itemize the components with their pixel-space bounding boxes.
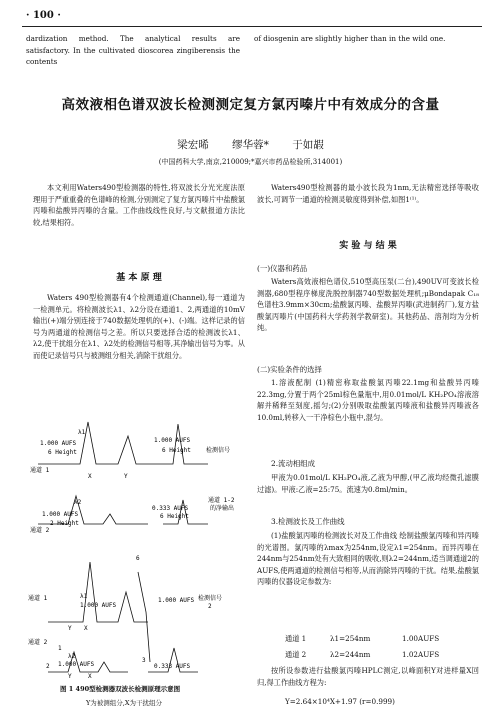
lam2-label: λ2 — [74, 499, 82, 506]
header-left-text: dardization method. The analytical results are satisfactory. In the cultivated dioscorea zingiberensis the contents — [26, 34, 240, 66]
y-label-foot: Y — [68, 673, 72, 680]
figure-caption-2: Y为被测组分,X为干扰组分 — [86, 699, 162, 707]
two-small-label: 2 — [46, 663, 50, 670]
net-label-2: 的净输出 — [210, 505, 235, 512]
section-2-1: 1.溶液配制 (1)精密称取盐酸氯丙嗪22.1mg和盐酸异丙嗪22.3mg,分置于两个25ml棕色量瓶中,用0.01mol/L KH₂PO₄溶液溶解并稀释至刻度,摇匀;(2)分别吸取盐酸氯丙嗪液和盐酸异丙嗪液各10.0ml,转移入一干净棕色小瓶中,混匀。 — [257, 378, 479, 422]
param-row-1 — [285, 634, 475, 644]
ch2-label-bottom: 通道 2 — [28, 639, 48, 646]
aufs2-label: 1.000 AUFS — [42, 511, 79, 518]
param-row-1-aufs: 1.00AUFS — [402, 634, 440, 643]
h6-label-c: 6 Height — [160, 513, 189, 520]
y-label-a: Y — [124, 473, 128, 480]
aufs1-label: 1.000 AUFS — [40, 440, 77, 447]
x-label-foot: X — [88, 673, 92, 680]
aufs3-label-bottom: 0.333 AUFS — [154, 663, 191, 670]
ch1-label-bottom: 通道 1 — [28, 595, 48, 602]
principle-heading: 基 本 原 理 — [116, 273, 162, 283]
section-1-body: Waters高效液相色谱仪,510型高压泵(二台),490UV可变波长检测器,680型程序梯度洗脱控制器740型数据处理机;μBondapak C₁₈色谱柱3.9mm×30cm;盐酸氯丙嗪、盐酸异丙嗪(武进制药厂),复方盐酸氯丙嗪片(中国药科大学药剂学教研室)。其他药品、溶剂均为分析纯。 — [257, 277, 479, 332]
detection-principle-figure — [28, 412, 250, 680]
net-trace — [163, 500, 208, 524]
figure-caption: 图 1 490型检测器双波长检测原理示意图 — [60, 685, 181, 693]
ch1-label: 通道 1 — [30, 467, 50, 474]
article-title: 高效液相色谱双波长检测测定复方氯丙嗪片中有效成分的含量 — [61, 97, 440, 113]
net-label: 通道 1-2 — [208, 497, 235, 504]
one-label: 1 — [58, 645, 62, 652]
aufs1-label-b: 1.000 AUFS — [154, 437, 191, 444]
page-number: · 100 · — [26, 10, 61, 21]
aufs1-label-bottom: 1.000 AUFS — [80, 602, 117, 609]
lam1-label-bottom: λ1 — [80, 593, 88, 600]
section-2-2-heading: 2.流动相组成 — [271, 459, 316, 468]
ch1-bottom-trace — [48, 562, 148, 622]
x-label-bottom: X — [84, 625, 88, 632]
param-row-1-channel: 通道 1 — [285, 634, 307, 643]
x-label-a: X — [88, 473, 92, 480]
param-row-2-channel: 通道 2 — [285, 650, 307, 659]
header-right-text: of diosgenin are slightly higher than in the wild one. — [254, 34, 446, 43]
authors: 梁宏晞 缪华蓉* 于如嘏 — [177, 139, 324, 151]
six-label: 6 — [136, 555, 140, 562]
header-rule — [22, 26, 482, 27]
signal-label: 检测信号 — [206, 447, 231, 454]
y-label-bottom: Y — [68, 625, 72, 632]
section-2-3-heading: 3.检测波长及工作曲线 — [271, 517, 345, 526]
lam2-label-bottom: λ2 — [68, 653, 76, 660]
intro-paragraph: 本文利用Waters490型检测器的特性,将双波长分光光度法原理用于严重重叠的色谱峰的检测,分别测定了复方氯丙嗪片中盐酸氯丙嗪和盐酸异丙嗪的含量。工作曲线线性良好,与文献报道方法比较,结果相符。 — [33, 183, 245, 227]
section-2-heading: (二)实验条件的选择 — [257, 365, 322, 374]
h6-label-a: 6 Height — [48, 449, 77, 456]
affiliation: (中国药科大学,南京,210009;*嘉兴市药品检验所,314001) — [158, 158, 343, 166]
ch2-label: 通道 2 — [30, 527, 50, 534]
closing-paragraph: 按所设参数进行盐酸氯丙嗪HPLC测定,以峰面积Y对进样量X回归,得工作曲线方程为: — [257, 666, 479, 687]
section-2-2: 甲液为0.01mol/L KH₂PO₄液,乙液为甲醇,(甲乙液均经微孔滤膜过滤)。甲液:乙液=25:75。流速为0.8ml/min。 — [257, 473, 479, 494]
aufs1-label-right: 1.000 AUFS — [158, 597, 195, 604]
two-label: 2 — [208, 603, 212, 610]
h2-label: 2 Height — [50, 520, 79, 527]
arrow-line — [138, 572, 150, 662]
results-heading: 实 验 与 结 果 — [339, 241, 397, 251]
param-row-2-aufs: 1.02AUFS — [402, 650, 440, 659]
h6-label-b: 6 Height — [162, 447, 191, 454]
right-intro: Waters490型检测器的最小波长段为1nm,无法精密选择等吸收波长,可调节一通道的检测灵敏度得到补偿,如图1⁽¹⁾。 — [257, 183, 479, 204]
param-row-1-wavelength: λ1=254nm — [330, 634, 371, 643]
three-label: 3 — [142, 657, 146, 664]
section-2-3: (1)盐酸氯丙嗪的检测波长对及工作曲线 绘制盐酸氯丙嗪和异丙嗪的光谱图。氯丙嗪的λmax为254nm,设定λ1=254nm。而异丙嗪在244nm与254nm处有大致相同的吸收,则λ2=244nm,适当调通道2的AUFS,使两通道的检测信号相等,从而消除异丙嗪的干扰。结果,盐酸氯丙嗪的仪器设定参数为: — [257, 531, 479, 586]
regression-equation: Y=2.64×10⁴X+1.97 (r=0.999) — [285, 697, 395, 706]
lam1-label: λ1 — [78, 429, 86, 436]
ch1-trace-b — [148, 424, 208, 464]
aufs3-label: 0.333 AUFS — [152, 505, 189, 512]
section-1-heading: (一)仪器和药品 — [257, 264, 308, 273]
signal-label-bottom: 检测信号 — [198, 595, 223, 602]
param-row-2 — [285, 650, 475, 660]
principle-paragraph: Waters 490型检测器有4个检测通道(Channel),每一通道为一检测单元。将检测波长λ1、λ2分设在通道1、2,两通道的10mV输出(+)端分别连接于740数据处理机的(+)、(-)端。这样记录的信号为两通道的检测信号之差。所以只要选择合适的检测波长λ1、λ2,使干扰组分在λ1、λ2处的检测信号相等,其净输出信号为零。从而使记录信号只与被测组分相关,消除干扰组分。 — [33, 293, 245, 360]
param-row-2-wavelength: λ2=244nm — [330, 650, 371, 659]
aufs2-label-bottom: 1.000 AUFS — [58, 661, 95, 668]
